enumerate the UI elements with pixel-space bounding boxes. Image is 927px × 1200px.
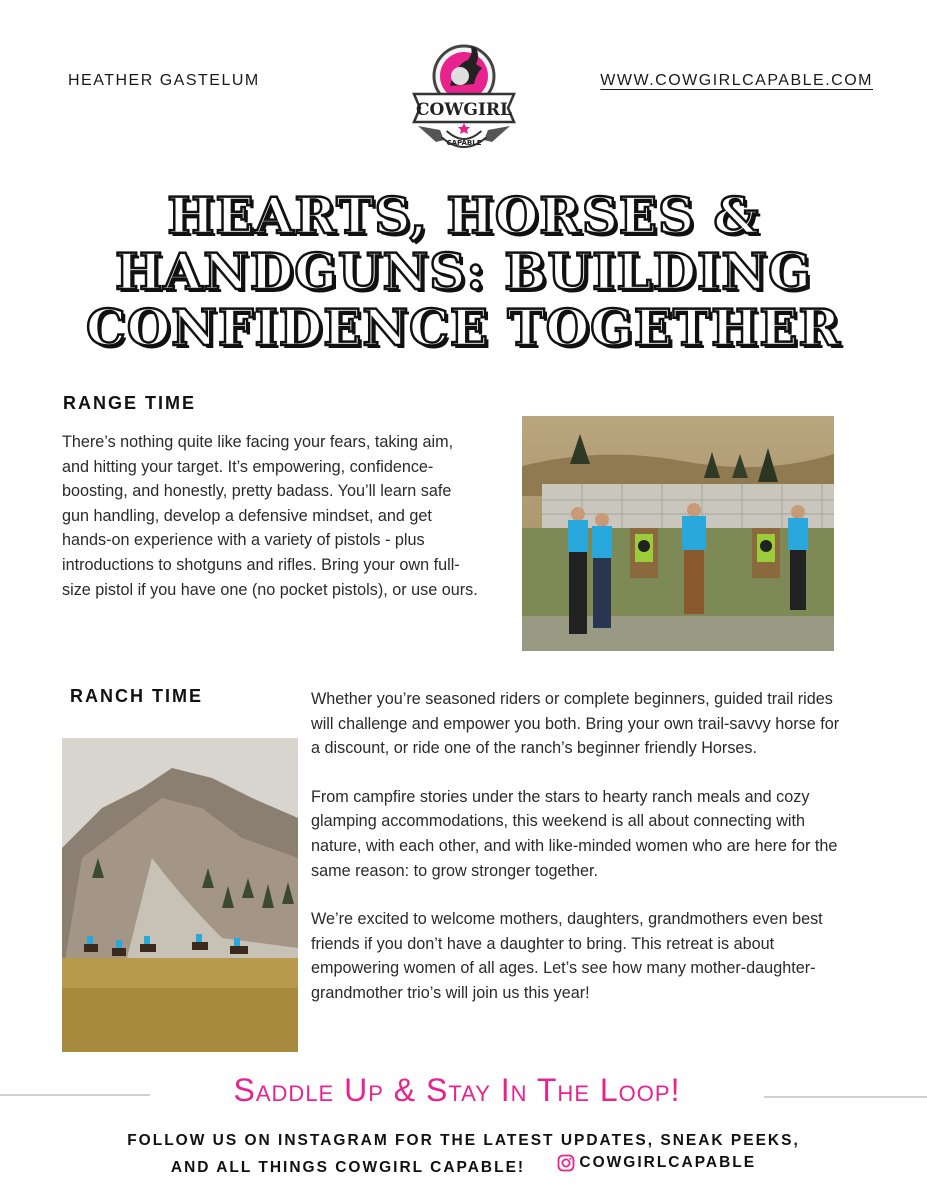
divider-left: [0, 1094, 150, 1096]
instagram-icon: [557, 1154, 575, 1172]
title-line-1: HEARTS, HORSES &: [167, 186, 760, 245]
ranch-paragraph-1: Whether you’re seasoned riders or complete beginners, guided trail rides will challenge and empower you both. Bring your own trail-savvy horse for a discount, or ride one of the ranch’s beginner friendly Horses.: [311, 690, 840, 758]
newsletter-cta: Saddle Up & Stay In The Loop!: [233, 1072, 681, 1108]
range-photo: [522, 416, 834, 651]
ranch-paragraph-2: From campfire stories under the stars to hearty ranch meals and cozy glamping accommodations, this weekend is all about connecting with nature, with each other, and with like-minded women who are here for the same reason: to grow stronger together.: [311, 787, 838, 880]
cowgirl-capable-logo: [410, 34, 518, 150]
logo-text-top: COWGIRL: [416, 100, 512, 120]
range-time-heading: RANGE TIME: [63, 393, 197, 413]
website-link[interactable]: WWW.COWGIRLCAPABLE.COM: [600, 72, 873, 89]
ranch-photo: [62, 738, 298, 1052]
ranch-paragraph-3: We’re excited to welcome mothers, daughters, grandmothers even best friends if you don’t have a daughter to bring. This retreat is about empowering women of all ages. Let’s see how many mother-daughter-grandmother trio’s will join us this year!: [311, 910, 823, 1002]
logo-text-bottom: CAPABLE: [446, 139, 482, 147]
range-time-body: There’s nothing quite like facing your fears, taking aim, and hitting your target. It’s empowering, confidence-boosting, and honestly, pretty badass. You’ll learn safe gun handling, develop a defensive mindset, and get hands-on experience with a variety of pistols - plus introductions to shotguns and rifles. Bring your own full-size pistol if you have one (no pocket pistols), or use ours.: [62, 433, 478, 599]
author-name: HEATHER GASTELUM: [68, 72, 260, 89]
title-line-3: CONFIDENCE TOGETHER: [85, 298, 842, 357]
instagram-follow: [60, 1130, 867, 1179]
instagram-handle: COWGIRLCAPABLE: [579, 1154, 757, 1171]
instagram-link[interactable]: [557, 1152, 756, 1174]
follow-line-2: [60, 1152, 867, 1179]
ranch-time-heading: RANCH TIME: [70, 686, 203, 706]
divider-right: [764, 1096, 927, 1098]
title-line-2: HANDGUNS: BUILDING: [115, 242, 812, 301]
follow-line-2-text: AND ALL THINGS COWGIRL CAPABLE!: [170, 1159, 526, 1176]
page-title: [60, 188, 867, 356]
follow-line-1: FOLLOW US ON INSTAGRAM FOR THE LATEST UPDATES, SNEAK PEEKS,: [127, 1132, 800, 1149]
ranch-time-body: [311, 687, 841, 1030]
